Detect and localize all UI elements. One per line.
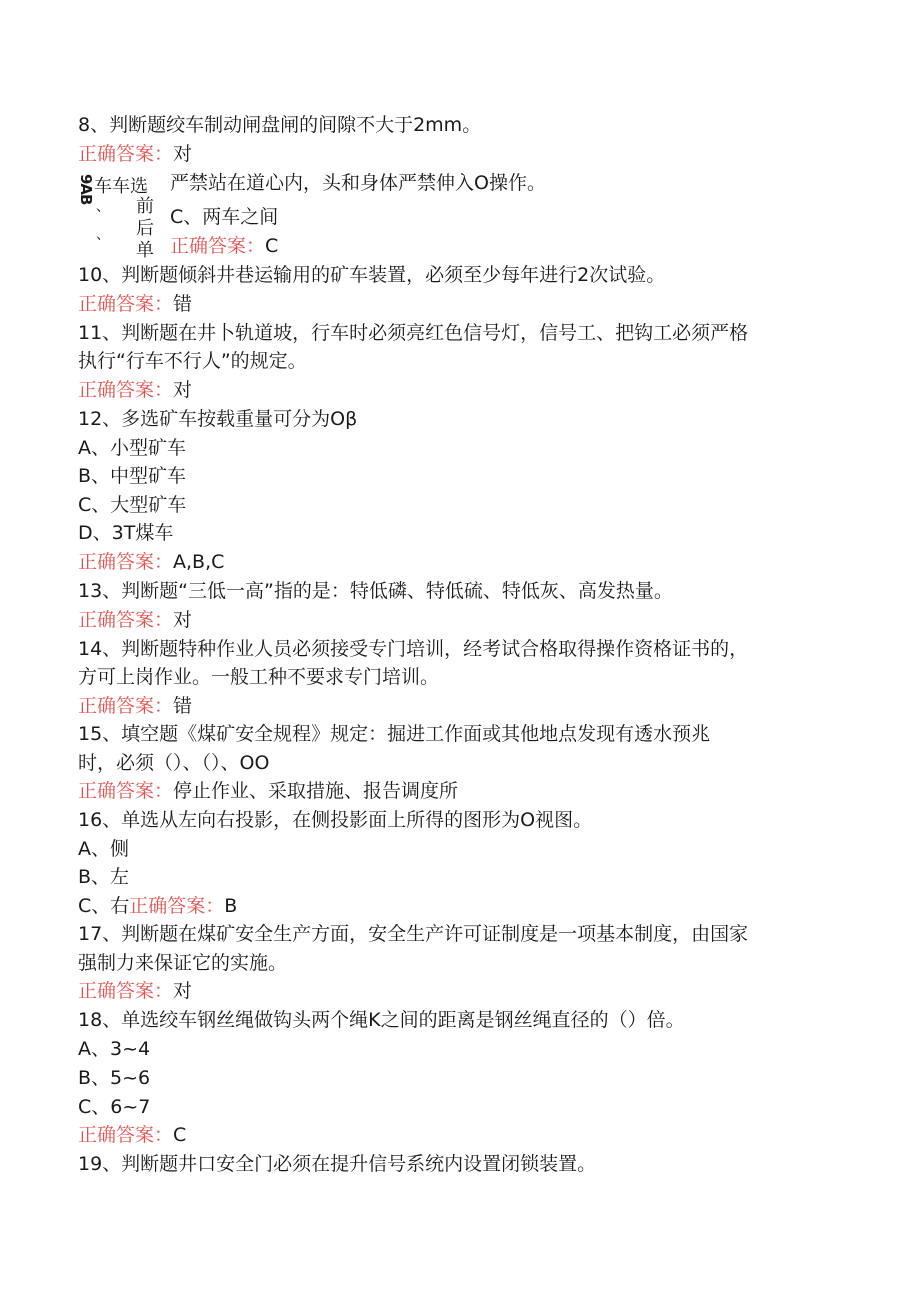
answer-label: 正确答案： xyxy=(170,235,266,257)
answer-label: 正确答案： xyxy=(78,780,174,802)
answer-value: 停止作业、采取措施、报告调度所 xyxy=(173,780,459,802)
question-18: 18、单选绞车钢丝绳做钩头两个绳K之间的距离是钢丝绳直径的（）倍。 xyxy=(78,1009,685,1031)
answer-label: 正确答案： xyxy=(78,551,174,573)
answer-label: 正确答案： xyxy=(78,980,174,1002)
answer-label: 正确答案： xyxy=(129,895,225,917)
question-11-line-2: 执行“行车不行人”的规定。 xyxy=(78,350,307,372)
question-12: 12、多选矿车按载重量可分为Oβ xyxy=(78,408,358,430)
answer-label: 正确答案： xyxy=(78,609,174,631)
option-18-a: A、3~4 xyxy=(78,1038,151,1060)
question-8: 8、判断题绞车制动闸盘闸的间隙不大于2mm。 xyxy=(78,114,482,136)
question-15-line-1: 15、填空题《煤矿安全规程》规定：掘进工作面或其他地点发现有透水预兆 xyxy=(78,723,711,745)
option-18-c: C、6~7 xyxy=(78,1096,151,1118)
answer-12 xyxy=(78,549,224,575)
question-14-line-1: 14、判断题特种作业人员必须接受专门培训，经考试合格取得操作资格证书的， xyxy=(78,638,749,660)
question-16: 16、单选从左向右投影，在侧投影面上所得的图形为O视图。 xyxy=(78,809,593,831)
option-12-c: C、大型矿车 xyxy=(78,494,187,516)
answer-label: 正确答案： xyxy=(78,695,174,717)
answer-value: 对 xyxy=(173,379,193,401)
answer-value: B xyxy=(224,895,238,917)
separator-mark: 、 xyxy=(96,227,110,243)
option-16-c-with-answer xyxy=(78,893,237,919)
question-9-fragment: 前 xyxy=(136,196,154,217)
answer-11 xyxy=(78,377,192,403)
answer-label: 正确答案： xyxy=(78,1124,174,1146)
answer-13 xyxy=(78,607,192,633)
option-18-b: B、5~6 xyxy=(78,1067,151,1089)
question-10: 10、判断题倾斜井巷运输用的矿车装置，必须至少每年进行2次试验。 xyxy=(78,264,666,286)
question-9-number: 9AB xyxy=(77,174,95,205)
question-17-line-2: 强制力来保证它的实施。 xyxy=(78,952,288,974)
question-11-line-1: 11、判断题在井卜轨道坡，行车时必须亮红色信号灯，信号工、把钩工必须严格 xyxy=(78,322,749,344)
option-16-b: B、左 xyxy=(78,866,130,888)
question-14-line-2: 方可上岗作业。一般工种不要求专门培训。 xyxy=(78,666,440,688)
answer-10 xyxy=(78,291,192,317)
answer-value: 错 xyxy=(173,293,193,315)
answer-value: 对 xyxy=(173,609,193,631)
question-9-fragment: 单 xyxy=(136,240,154,261)
option-16-c: C、右 xyxy=(78,895,130,917)
answer-value: C xyxy=(265,235,279,257)
option-12-a: A、小型矿车 xyxy=(78,437,186,459)
option-12-d: D、3T煤车 xyxy=(78,522,174,544)
answer-value: 对 xyxy=(173,143,193,165)
answer-17 xyxy=(78,978,192,1004)
question-9-fragment: 车车选 xyxy=(94,176,148,197)
answer-15 xyxy=(78,778,458,804)
answer-value: C xyxy=(173,1124,187,1146)
answer-value: 对 xyxy=(173,980,193,1002)
question-19: 19、判断题井口安全门必须在提升信号系统内设置闭锁装置。 xyxy=(78,1153,597,1175)
question-9-garbled-block xyxy=(77,170,154,261)
separator-mark: 、 xyxy=(96,199,110,215)
answer-9 xyxy=(170,233,278,259)
answer-8 xyxy=(78,141,192,167)
answer-label: 正确答案： xyxy=(78,379,174,401)
answer-label: 正确答案： xyxy=(78,293,174,315)
question-13: 13、判断题“三低一高”指的是：特低磷、特低硫、特低灰、高发热量。 xyxy=(78,580,673,602)
question-15-line-2: 时，必须（）、（）、OO xyxy=(78,752,270,774)
question-9-fragment: 后 xyxy=(136,218,154,239)
option-16-a: A、侧 xyxy=(78,838,129,860)
option-12-b: B、中型矿车 xyxy=(78,465,187,487)
answer-value: 错 xyxy=(173,695,193,717)
answer-14 xyxy=(78,693,192,719)
answer-value: A,B,C xyxy=(173,551,225,573)
answer-18 xyxy=(78,1122,186,1148)
option-9-c: C、两车之间 xyxy=(170,206,279,228)
question-9: 严禁站在道心内，头和身体严禁伸入O操作。 xyxy=(170,172,546,194)
answer-label: 正确答案： xyxy=(78,143,174,165)
question-17-line-1: 17、判断题在煤矿安全生产方面，安全生产许可证制度是一项基本制度，由国家 xyxy=(78,923,749,945)
